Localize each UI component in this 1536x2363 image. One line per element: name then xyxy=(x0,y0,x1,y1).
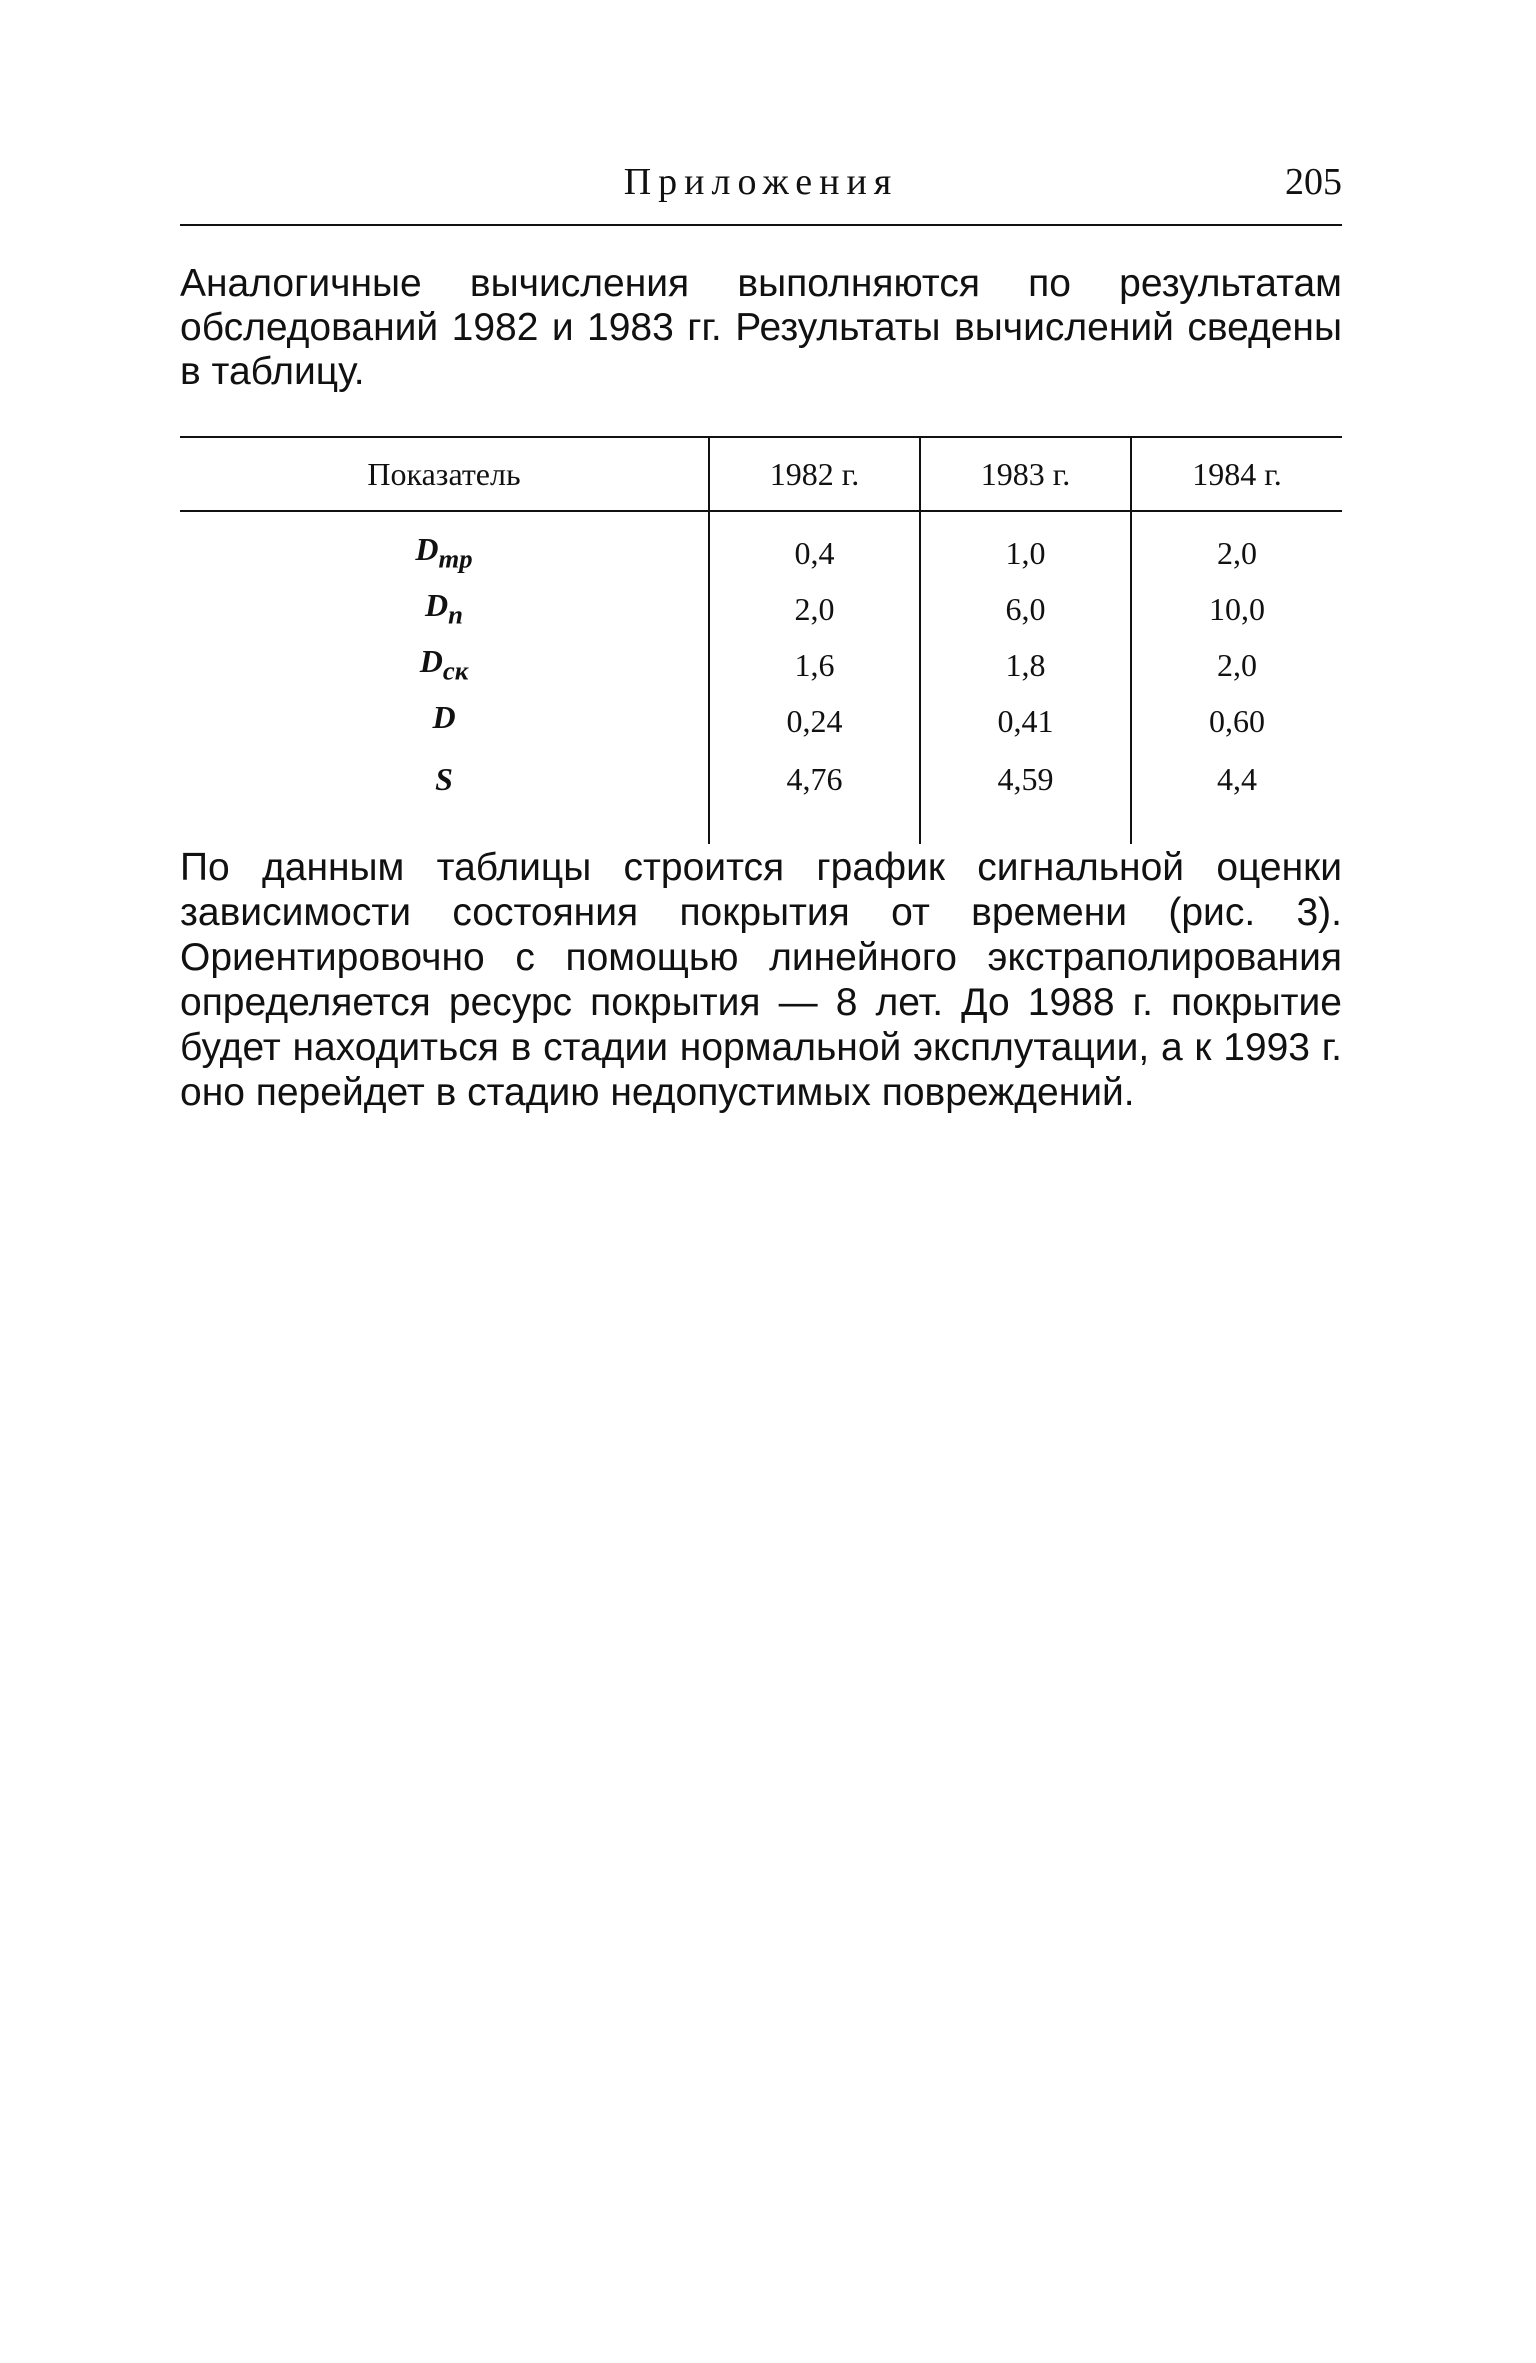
indicator-symbol: D xyxy=(432,699,456,736)
value-cell: 0,24 xyxy=(709,693,920,749)
value-cell: 1,0 xyxy=(920,511,1131,581)
column-header-indicator: Показатель xyxy=(180,437,709,511)
table-row xyxy=(180,693,1342,749)
indicator-symbol: D xyxy=(425,587,449,624)
table-row xyxy=(180,749,1342,844)
page-number: 205 xyxy=(1285,161,1342,203)
section-title: Приложения xyxy=(623,161,899,203)
value-cell: 2,0 xyxy=(709,581,920,637)
indicator-symbol: S xyxy=(435,761,453,797)
intro-paragraph: Аналогичные вычисления выполняются по результатам обследований 1982 и 1983 гг. Результаты вычислений сведены в таблицу. xyxy=(180,262,1342,393)
value-cell: 2,0 xyxy=(1131,511,1342,581)
running-header xyxy=(180,160,1342,210)
table-row xyxy=(180,637,1342,693)
conclusion-paragraph: По данным таблицы строится график сигнальной оценки зависимости состояния покрытия от времени (рис. 3). Ориентировочно с помощью линейного экстраполирования определяется ресурс покрытия — 8 лет. До 1988 г. покрытие будет находиться в стадии нормальной эксплутации, а к 1993 г. оно перейдет в стадию недопустимых повреждений. xyxy=(180,846,1342,1114)
indicator-subscript: тр xyxy=(438,543,473,574)
indicator-symbol: D xyxy=(415,531,439,568)
header-rule xyxy=(180,224,1342,226)
table-header-row xyxy=(180,437,1342,511)
value-cell: 2,0 xyxy=(1131,637,1342,693)
column-header-1983: 1983 г. xyxy=(920,437,1131,511)
value-cell: 1,6 xyxy=(709,637,920,693)
indicator-subscript: п xyxy=(448,599,463,630)
indicator-cell xyxy=(180,581,709,637)
value-cell: 10,0 xyxy=(1131,581,1342,637)
column-header-1982: 1982 г. xyxy=(709,437,920,511)
value-cell: 0,41 xyxy=(920,693,1131,749)
table-row xyxy=(180,511,1342,581)
indicator-cell xyxy=(180,749,709,844)
indicator-cell xyxy=(180,511,709,581)
indicator-cell xyxy=(180,693,709,749)
value-cell: 4,4 xyxy=(1131,749,1342,844)
indicator-symbol: D xyxy=(419,643,443,680)
value-cell: 1,8 xyxy=(920,637,1131,693)
table-row xyxy=(180,581,1342,637)
value-cell: 4,76 xyxy=(709,749,920,844)
value-cell: 6,0 xyxy=(920,581,1131,637)
value-cell: 0,60 xyxy=(1131,693,1342,749)
column-header-1984: 1984 г. xyxy=(1131,437,1342,511)
results-table xyxy=(180,436,1342,844)
value-cell: 4,59 xyxy=(920,749,1131,844)
indicator-subscript: ск xyxy=(442,655,469,686)
indicator-cell xyxy=(180,637,709,693)
value-cell: 0,4 xyxy=(709,511,920,581)
results-table-container xyxy=(180,436,1342,844)
